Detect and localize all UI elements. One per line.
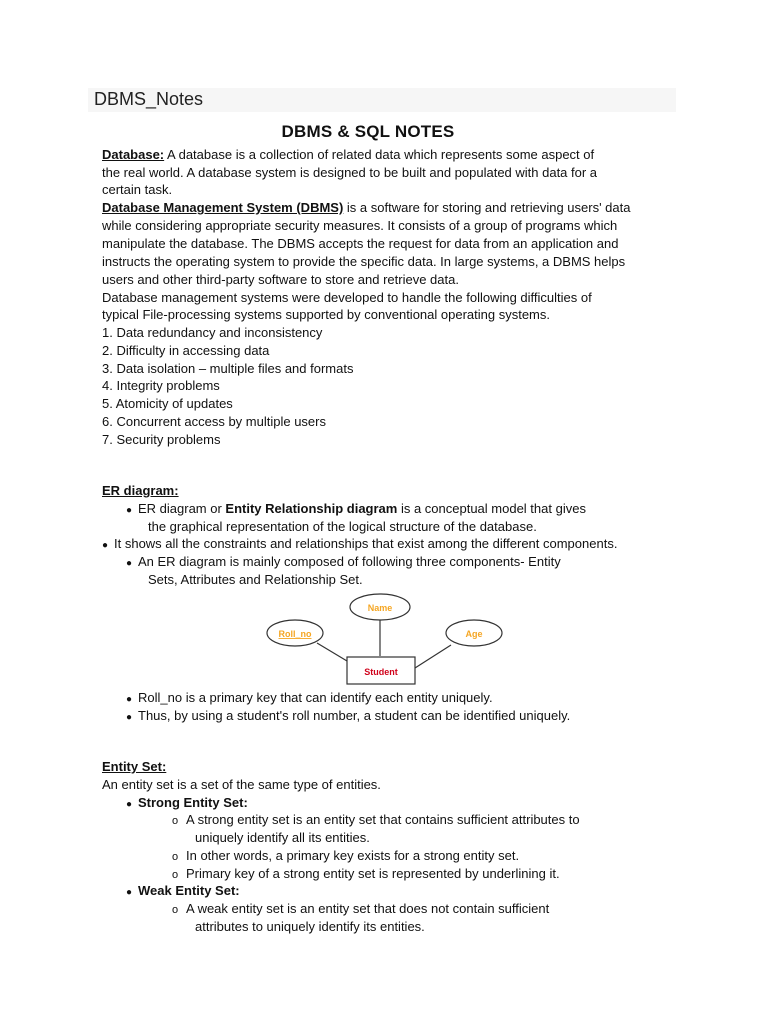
entity-set-intro: An entity set is a set of the same type of entities.	[102, 777, 381, 792]
dbms-term: Database Management System (DBMS)	[102, 200, 344, 215]
strong-item-1-text: A strong entity set is an entity set that contains sufficient attributes to	[186, 812, 580, 827]
bullet-icon: ●	[126, 712, 133, 723]
name-attribute-label: Name	[367, 603, 393, 613]
er-diagram	[255, 588, 515, 688]
weak-entity-heading-text: Weak Entity Set:	[138, 883, 240, 898]
er-b1-pre: ER diagram or	[138, 501, 226, 516]
er-heading	[102, 483, 179, 499]
dbms-line-4: instructs the operating system to provide the specific data. In large systems, a DBMS helps	[102, 254, 626, 269]
strong-item-1	[172, 812, 580, 829]
strong-item-1-cont: uniquely identify all its entities.	[195, 830, 370, 845]
er-bullet-1	[126, 501, 586, 519]
difficulty-item: 3. Data isolation – multiple files and formats	[102, 361, 354, 376]
database-line-1	[102, 147, 594, 163]
er-heading-text: ER diagram:	[102, 483, 179, 498]
dbms-line-5: users and other third-party software to store and retrieve data.	[102, 272, 459, 287]
dbms-line-7: typical File-processing systems supported by conventional operating systems.	[102, 307, 550, 322]
strong-entity-heading-text: Strong Entity Set:	[138, 795, 248, 810]
difficulty-item: 2. Difficulty in accessing data	[102, 343, 270, 358]
strong-item-2-text: In other words, a primary key exists for a strong entity set.	[186, 848, 520, 863]
difficulty-item: 6. Concurrent access by multiple users	[102, 414, 326, 429]
difficulty-item: 1. Data redundancy and inconsistency	[102, 325, 323, 340]
weak-item-1-text: A weak entity set is an entity set that does not contain sufficient	[186, 901, 550, 916]
weak-entity-heading	[126, 883, 240, 901]
er-bullet-3-cont: Sets, Attributes and Relationship Set.	[148, 572, 363, 587]
bullet-icon: ●	[102, 540, 109, 551]
er-b5-text: Thus, by using a student's roll number, a student can be identified uniquely.	[138, 708, 571, 723]
bullet-icon: ●	[126, 558, 133, 569]
er-bullet-4	[126, 690, 493, 708]
database-term: Database:	[102, 147, 165, 162]
circle-bullet-icon: o	[172, 851, 179, 863]
er-b2-text: It shows all the constraints and relationships that exist among the different components.	[114, 536, 618, 551]
er-b3-text: An ER diagram is mainly composed of following three components- Entity	[138, 554, 561, 569]
er-bullet-5	[126, 708, 570, 726]
student-entity-label: Student	[364, 667, 398, 677]
weak-item-1	[172, 901, 549, 918]
dbms-line-3: manipulate the database. The DBMS accepts the request for data from an application and	[102, 236, 619, 251]
strong-entity-heading	[126, 795, 248, 813]
difficulty-item: 5. Atomicity of updates	[102, 396, 233, 411]
er-b4-text: Roll_no is a primary key that can identify each entity uniquely.	[138, 690, 493, 705]
er-bullet-2	[102, 536, 617, 554]
bullet-icon: ●	[126, 694, 133, 705]
bullet-icon: ●	[126, 799, 133, 810]
database-line-2: the real world. A database system is designed to be built and populated with data for a	[102, 165, 598, 180]
weak-item-1-cont: attributes to uniquely identify its entities.	[195, 919, 425, 934]
age-attribute-label: Age	[465, 629, 483, 639]
circle-bullet-icon: o	[172, 815, 179, 827]
dbms-text-1: is a software for storing and retrieving users' data	[343, 200, 631, 215]
roll-attribute-label: Roll_no	[278, 629, 312, 639]
er-b1-bold: Entity Relationship diagram	[225, 501, 398, 516]
dbms-line-1	[102, 200, 630, 216]
strong-item-3-text: Primary key of a strong entity set is represented by underlining it.	[186, 866, 560, 881]
strong-item-3	[172, 866, 560, 883]
circle-bullet-icon: o	[172, 869, 179, 881]
dbms-line-2: while considering appropriate security measures. It consists of a group of programs which	[102, 218, 618, 233]
er-bullet-3	[126, 554, 561, 572]
entity-set-heading-text: Entity Set:	[102, 759, 167, 774]
er-b1-post: is a conceptual model that gives	[397, 501, 586, 516]
age-connector	[415, 645, 451, 668]
bullet-icon: ●	[126, 505, 133, 516]
bullet-icon: ●	[126, 887, 133, 898]
er-bullet-1-cont: the graphical representation of the logical structure of the database.	[148, 519, 537, 534]
difficulty-item: 7. Security problems	[102, 432, 221, 447]
dbms-line-6: Database management systems were developed to handle the following difficulties of	[102, 290, 592, 305]
roll-connector	[317, 643, 347, 661]
database-text-1: A database is a collection of related data which represents some aspect of	[164, 147, 595, 162]
document-title: DBMS & SQL NOTES	[281, 122, 455, 141]
page-header-title: DBMS_Notes	[94, 89, 204, 109]
difficulty-item: 4. Integrity problems	[102, 378, 220, 393]
strong-item-2	[172, 848, 519, 865]
circle-bullet-icon: o	[172, 904, 179, 916]
database-line-3: certain task.	[102, 182, 173, 197]
entity-set-heading	[102, 759, 166, 775]
